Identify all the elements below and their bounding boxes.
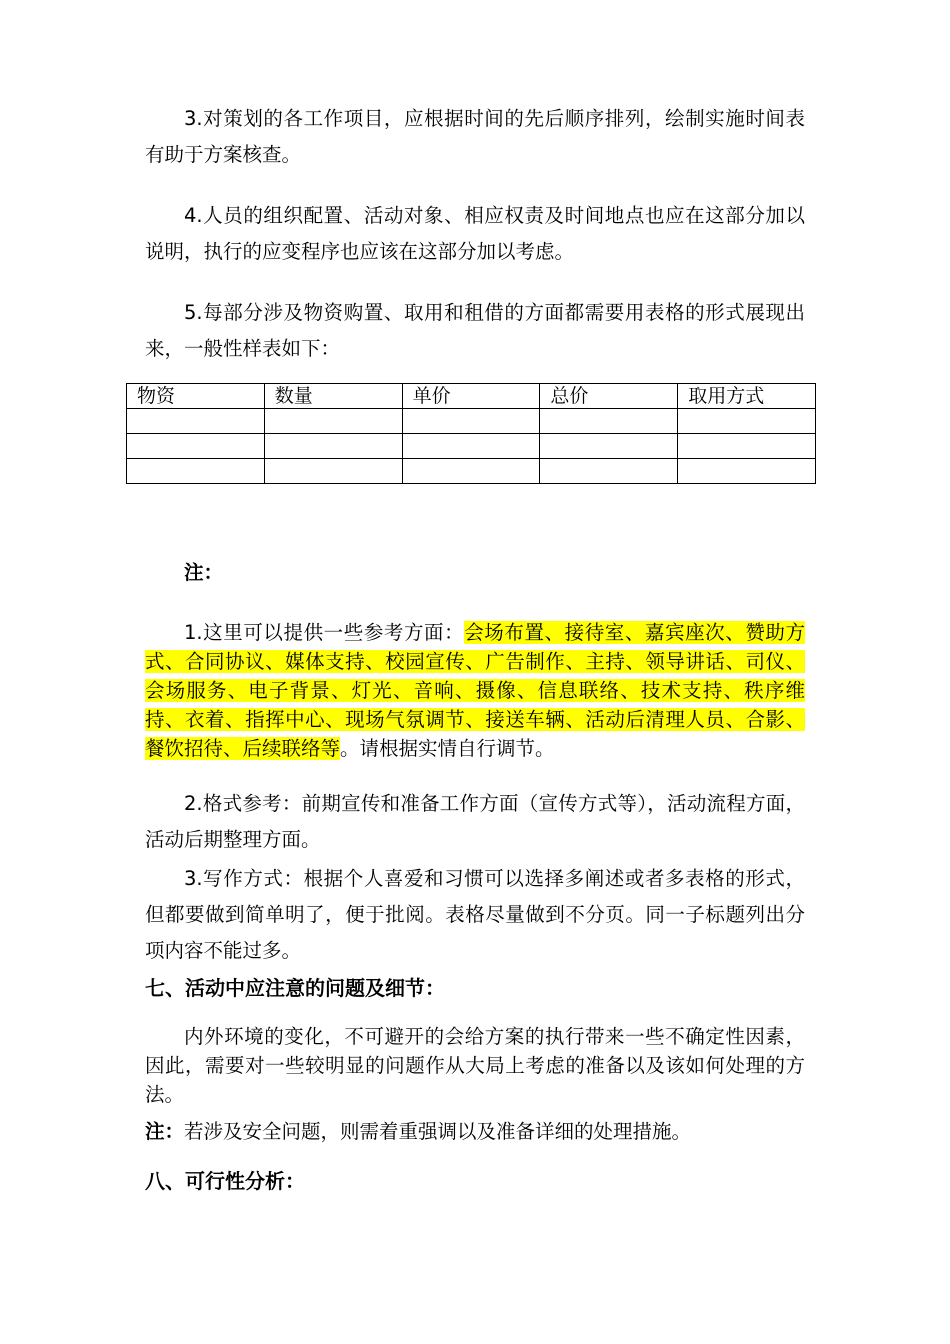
- table-cell: [402, 434, 540, 459]
- table-cell: [540, 409, 678, 434]
- header-cell-quantity: 数量: [264, 384, 402, 409]
- section-7-heading: 七、活动中应注意的问题及细节：: [145, 976, 445, 1000]
- table-cell: [402, 409, 540, 434]
- table-cell: [127, 409, 265, 434]
- note-2-paragraph: 2.格式参考：前期宣传和准备工作方面（宣传方式等），活动流程方面，活动后期整理方面。: [145, 792, 805, 851]
- header-cell-unit-price: 单价: [402, 384, 540, 409]
- note-1-paragraph: [145, 618, 805, 763]
- table-cell: [127, 459, 265, 484]
- table-cell: [540, 434, 678, 459]
- supply-table: [126, 383, 816, 484]
- table-cell: [540, 459, 678, 484]
- table-cell: [678, 434, 816, 459]
- section-7-note-text: 若涉及安全问题，则需着重强调以及准备详细的处理措施。: [184, 1120, 692, 1143]
- item-3-paragraph: 3.对策划的各工作项目，应根据时间的先后顺序排列，绘制实施时间表有助于方案核查。: [145, 107, 805, 166]
- header-cell-item: 物资: [127, 384, 265, 409]
- section-7-body: 内外环境的变化，不可避开的会给方案的执行带来一些不确定性因素，因此，需要对一些较明显的问题作从大局上考虑的准备以及该如何处理的方法。: [145, 1025, 805, 1106]
- table-cell: [264, 459, 402, 484]
- section-7-note: [145, 1114, 805, 1150]
- table-cell: [678, 409, 816, 434]
- table-row: [127, 409, 816, 434]
- item-4-paragraph: 4.人员的组织配置、活动对象、相应权责及时间地点也应在这部分加以说明，执行的应变程序也应该在这部分加以考虑。: [145, 204, 805, 263]
- table-cell: [264, 434, 402, 459]
- note-1-highlighted-list: 会场布置、接待室、嘉宾座次、赞助方式、合同协议、媒体支持、校园宣传、广告制作、主持、领导讲话、司仪、会场服务、电子背景、灯光、音响、摄像、信息联络、技术支持、秩序维持、衣着、指挥中心、现场气氛调节、接送车辆、活动后清理人员、合影、餐饮招待、后续联络等: [145, 621, 805, 760]
- section-7-note-label: 注：: [145, 1120, 185, 1143]
- table-cell: [127, 434, 265, 459]
- item-5-paragraph: 5.每部分涉及物资购置、取用和租借的方面都需要用表格的形式展现出来，一般性样表如下：: [145, 301, 805, 360]
- note-3-paragraph: 3.写作方式：根据个人喜爱和习惯可以选择多阐述或者多表格的形式，但都要做到简单明了，便于批阅。表格尽量做到不分页。同一子标题列出分项内容不能过多。: [145, 867, 805, 962]
- table-cell: [678, 459, 816, 484]
- header-cell-total-price: 总价: [540, 384, 678, 409]
- notes-label: 注：: [184, 561, 224, 584]
- table-row: [127, 434, 816, 459]
- table-cell: [264, 409, 402, 434]
- table-cell: [402, 459, 540, 484]
- table-row: [127, 459, 816, 484]
- note-1-suffix: 。请根据实情自行调节。: [340, 737, 555, 760]
- table-header-row: [127, 384, 816, 409]
- note-1-prefix: 1.这里可以提供一些参考方面：: [184, 621, 465, 644]
- section-8-heading: 八、可行性分析：: [145, 1169, 305, 1193]
- header-cell-method: 取用方式: [678, 384, 816, 409]
